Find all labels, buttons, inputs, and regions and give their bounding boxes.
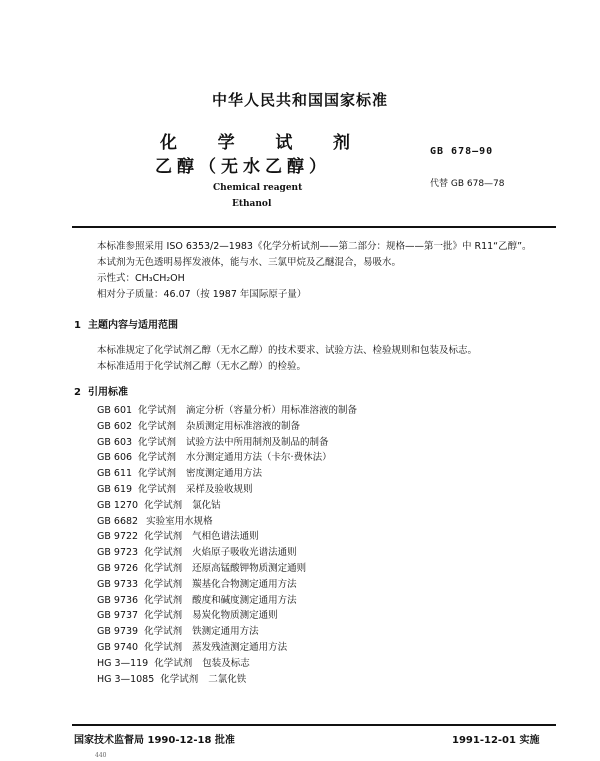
page-number: 440 [95,752,107,759]
reference-code: GB 9739 [97,626,139,638]
reference-code: GB 9736 [97,594,139,606]
reference-item [97,656,357,672]
reference-title: 实验室用水规格 [146,515,213,527]
intro-line-formula: 示性式：CH₃CH₂OH [97,273,185,284]
section-title: 引用标准 [88,387,128,398]
reference-category: 化学试剂 [138,405,177,416]
reference-item [97,545,357,561]
reference-title: 密度测定通用方法 [186,468,263,480]
intro-line-molecular-mass: 相对分子质量：46.07（按 1987 年国际原子量） [97,289,307,300]
title-char: 试 [275,133,293,153]
reference-title: 滴定分析（容量分析）用标准溶液的制备 [186,405,358,416]
title-char: 化 [160,133,177,153]
reference-title: 杂质测定用标准溶液的制备 [186,420,301,432]
section-1-heading [74,316,178,331]
top-rule [72,226,556,228]
reference-category: 化学试剂 [138,452,177,464]
reference-title: 火焰原子吸收光谱法通则 [192,547,297,559]
reference-item [97,498,357,514]
reference-item [97,640,357,656]
section-1-paragraph: 本标准规定了化学试剂乙醇（无水乙醇）的技术要求、试验方法、检验规则和包装及标志。 [97,345,478,356]
section-number: 1 [74,320,81,331]
reference-title: 包装及标志 [202,657,250,669]
reference-title: 氯化钴 [192,499,221,511]
reference-item [97,403,357,419]
standard-number: GB 678—90 [430,146,494,157]
title-char: 剂 [332,133,350,153]
reference-code: GB 1270 [97,499,139,511]
reference-title: 羰基化合物测定通用方法 [192,578,297,590]
reference-title: 采样及验收规则 [186,483,253,495]
intro-line-description: 本试剂为无色透明易挥发液体，能与水、三氯甲烷及乙醚混合，易吸水。 [97,257,402,268]
reference-title: 水分测定通用方法（卡尔·费休法） [186,452,332,464]
reference-category: 化学试剂 [144,547,183,559]
reference-code: GB 9737 [97,610,139,622]
title-char: 学 [217,133,235,153]
approval-line: 国家技术监督局 1990-12-18 批准 [74,735,235,746]
reference-code: GB 601 [97,405,133,416]
reference-category: 化学试剂 [138,468,177,480]
reference-item [97,529,357,545]
reference-item [97,514,357,530]
reference-title: 还原高锰酸钾物质测定通则 [192,562,307,574]
reference-item [97,593,357,609]
reference-category: 化学试剂 [138,420,177,432]
reference-code: GB 9722 [97,531,139,543]
reference-code: GB 9740 [97,641,139,653]
reference-category: 化学试剂 [144,594,183,606]
reference-item [97,608,357,624]
reference-category: 化学试剂 [144,499,183,511]
section-1-paragraph: 本标准适用于化学试剂乙醇（无水乙醇）的检验。 [97,361,307,372]
reference-item [97,624,357,640]
reference-code: GB 9726 [97,562,139,574]
reference-category: 化学试剂 [144,641,183,653]
reference-item [97,450,357,466]
implementation-date: 1991-12-01 实施 [452,735,540,746]
reference-category: 化学试剂 [138,483,177,495]
reference-title: 气相色谱法通则 [192,531,259,543]
bottom-rule [72,724,556,726]
reference-title: 易炭化物质测定通则 [192,610,278,622]
reference-code: HG 3—1085 [97,673,155,685]
reference-title: 蒸发残渣测定通用方法 [192,641,288,653]
reference-category: 化学试剂 [144,610,183,622]
replaces-standard: 代替 GB 678—78 [430,179,505,189]
reference-code: HG 3—119 [97,657,149,669]
title-chinese-line1 [160,128,350,153]
intro-line-reference: 本标准参照采用 ISO 6353/2—1983《化学分析试剂——第二部分：规格——第一批》中 R11“乙醇”。 [97,241,532,252]
title-chinese-line2: 乙醇（无水乙醇） [155,157,331,177]
reference-item [97,561,357,577]
reference-category: 化学试剂 [144,578,183,590]
reference-title: 试验方法中所用制剂及制品的制备 [186,436,329,448]
reference-item [97,577,357,593]
reference-code: GB 9733 [97,578,139,590]
reference-code: GB 6682 [97,515,139,527]
reference-code: GB 606 [97,452,133,464]
title-english-line1: Chemical reagent [213,183,303,193]
reference-title: 二氯化铁 [208,673,247,685]
reference-category: 化学试剂 [138,436,177,448]
reference-item [97,435,357,451]
reference-code: GB 602 [97,420,133,432]
reference-title: 铁测定通用方法 [192,626,259,638]
reference-code: GB 9723 [97,547,139,559]
reference-list [97,403,357,687]
reference-item [97,672,357,688]
reference-code: GB 611 [97,468,133,480]
reference-category: 化学试剂 [144,531,183,543]
reference-item [97,482,357,498]
national-standard-heading: 中华人民共和国国家标准 [211,91,388,109]
reference-category: 化学试剂 [144,626,183,638]
section-title: 主题内容与适用范围 [88,320,178,331]
reference-code: GB 619 [97,483,133,495]
title-english-line2: Ethanol [232,199,272,209]
reference-code: GB 603 [97,436,133,448]
section-2-heading [74,383,128,398]
reference-title: 酸度和碱度测定通用方法 [192,594,297,606]
reference-item [97,466,357,482]
reference-category: 化学试剂 [144,562,183,574]
reference-category: 化学试剂 [154,657,193,669]
reference-item [97,419,357,435]
reference-category: 化学试剂 [160,673,199,685]
section-number: 2 [74,387,81,398]
